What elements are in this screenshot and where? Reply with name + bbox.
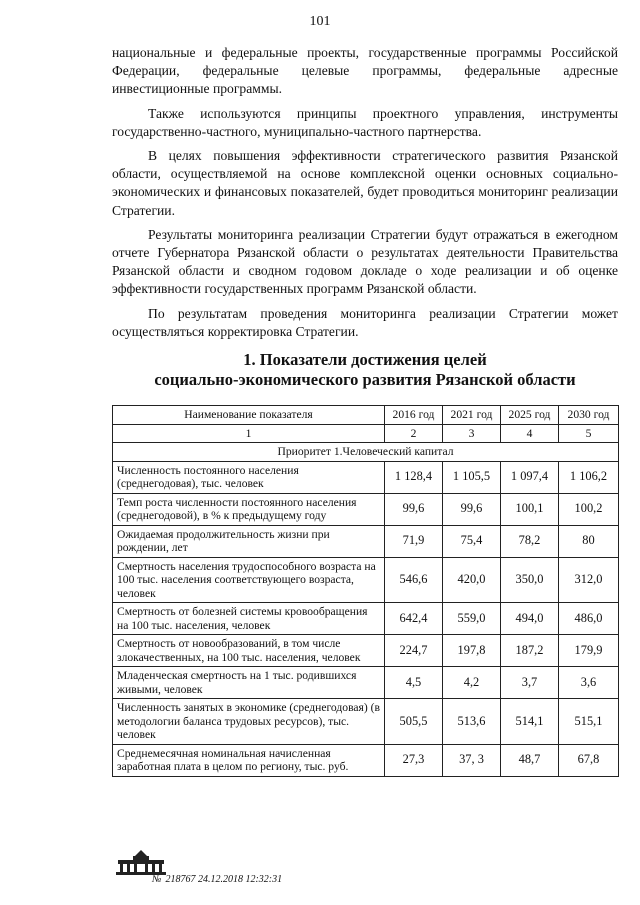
header-year: 2025 год [501,406,559,425]
indicator-value: 4,5 [385,667,443,699]
indicator-value: 486,0 [559,603,619,635]
indicator-value: 1 106,2 [559,461,619,493]
indicator-value: 3,6 [559,667,619,699]
table-row [113,557,619,603]
table-row [113,603,619,635]
stamp-number: 218767 [165,874,196,885]
indicator-name: Смертность от болезней системы кровообращения на 100 тыс. населения, человек [113,603,385,635]
table-row [113,667,619,699]
indicator-value: 67,8 [559,744,619,776]
column-number: 3 [443,424,501,443]
indicator-value: 546,6 [385,557,443,603]
header-year: 2021 год [443,406,501,425]
table-row [113,493,619,525]
indicator-name: Смертность от новообразований, в том числе злокачественных, на 100 тыс. населения, человек [113,635,385,667]
header-indicator-name: Наименование показателя [113,406,385,425]
indicator-name: Численность постоянного населения (среднегодовая), тыс. человек [113,461,385,493]
indicator-name: Среднемесячная номинальная начисленная заработная плата в целом по региону, тыс. руб. [113,744,385,776]
body-text [112,44,618,347]
table-row [113,744,619,776]
paragraph: национальные и федеральные проекты, государственные программы Российской Федерации, федеральные целевые программы, федеральные адресные инвестиционные программы. [112,45,618,97]
indicator-value: 99,6 [385,493,443,525]
indicator-value: 4,2 [443,667,501,699]
table-header-row [113,406,619,425]
indicator-value: 420,0 [443,557,501,603]
paragraph: Результаты мониторинга реализации Стратегии будут отражаться в ежегодном отчете Губернатора Рязанской области о результатах деятельности Правительства Рязанской области и сводном годовом докладе о ходе реализации и об оценке эффективности государственных программ Рязанской области. [112,226,618,297]
indicator-value: 1 128,4 [385,461,443,493]
indicator-value: 3,7 [501,667,559,699]
number-sign: № [152,874,162,885]
stamp-datetime: 24.12.2018 12:32:31 [197,874,283,885]
indicator-value: 513,6 [443,699,501,745]
column-number: 1 [113,424,385,443]
indicator-value: 37, 3 [443,744,501,776]
indicator-value: 1 105,5 [443,461,501,493]
paragraph: По результатам проведения мониторинга реализации Стратегии может осуществляться корректировка Стратегии. [112,305,618,339]
priority-label: Приоритет 1.Человеческий капитал [113,443,619,462]
indicator-value: 197,8 [443,635,501,667]
indicator-value: 515,1 [559,699,619,745]
indicator-value: 48,7 [501,744,559,776]
indicator-value: 559,0 [443,603,501,635]
indicator-value: 80 [559,525,619,557]
indicator-value: 224,7 [385,635,443,667]
indicator-value: 100,2 [559,493,619,525]
header-year: 2016 год [385,406,443,425]
indicator-value: 642,4 [385,603,443,635]
column-number: 2 [385,424,443,443]
indicator-value: 350,0 [501,557,559,603]
indicator-value: 78,2 [501,525,559,557]
indicator-name: Численность занятых в экономике (среднегодовая) (в методологии баланса трудовых ресурсов), тыс. человек [113,699,385,745]
table-row [113,635,619,667]
indicator-value: 27,3 [385,744,443,776]
column-number-row [113,424,619,443]
indicator-name: Ожидаемая продолжительность жизни при рождении, лет [113,525,385,557]
table-row [113,461,619,493]
page-number: 101 [309,14,331,29]
paragraph: В целях повышения эффективности стратегического развития Рязанской области, осуществляемой на основе комплексной оценки основных социально-экономических и финансовых показателей, будет проводиться мониторинг реализации Стратегии. [112,148,618,218]
indicator-value: 505,5 [385,699,443,745]
indicators-table [112,405,619,777]
indicator-name: Смертность населения трудоспособного возраста на 100 тыс. населения соответствующего возраста, человек [113,557,385,603]
indicator-value: 100,1 [501,493,559,525]
indicator-value: 99,6 [443,493,501,525]
priority-row [113,443,619,462]
table-row [113,525,619,557]
section-title-line-1: 1. Показатели достижения целей [243,350,487,369]
indicator-name: Младенческая смертность на 1 тыс. родившихся живыми, человек [113,667,385,699]
indicator-value: 187,2 [501,635,559,667]
header-year: 2030 год [559,406,619,425]
indicator-value: 75,4 [443,525,501,557]
indicator-value: 312,0 [559,557,619,603]
table-row [113,699,619,745]
section-title-line-2: социально-экономического развития Рязанской области [154,370,576,389]
indicator-value: 494,0 [501,603,559,635]
column-number: 4 [501,424,559,443]
indicator-value: 71,9 [385,525,443,557]
column-number: 5 [559,424,619,443]
section-title [112,350,618,390]
indicator-value: 514,1 [501,699,559,745]
indicator-value: 179,9 [559,635,619,667]
paragraph: Также используются принципы проектного управления, инструменты государственно-частного, муниципально-частного партнерства. [112,105,618,139]
indicator-name: Темп роста численности постоянного населения (среднегодовой), в % к предыдущему году [113,493,385,525]
indicator-value: 1 097,4 [501,461,559,493]
document-stamp [152,874,282,885]
